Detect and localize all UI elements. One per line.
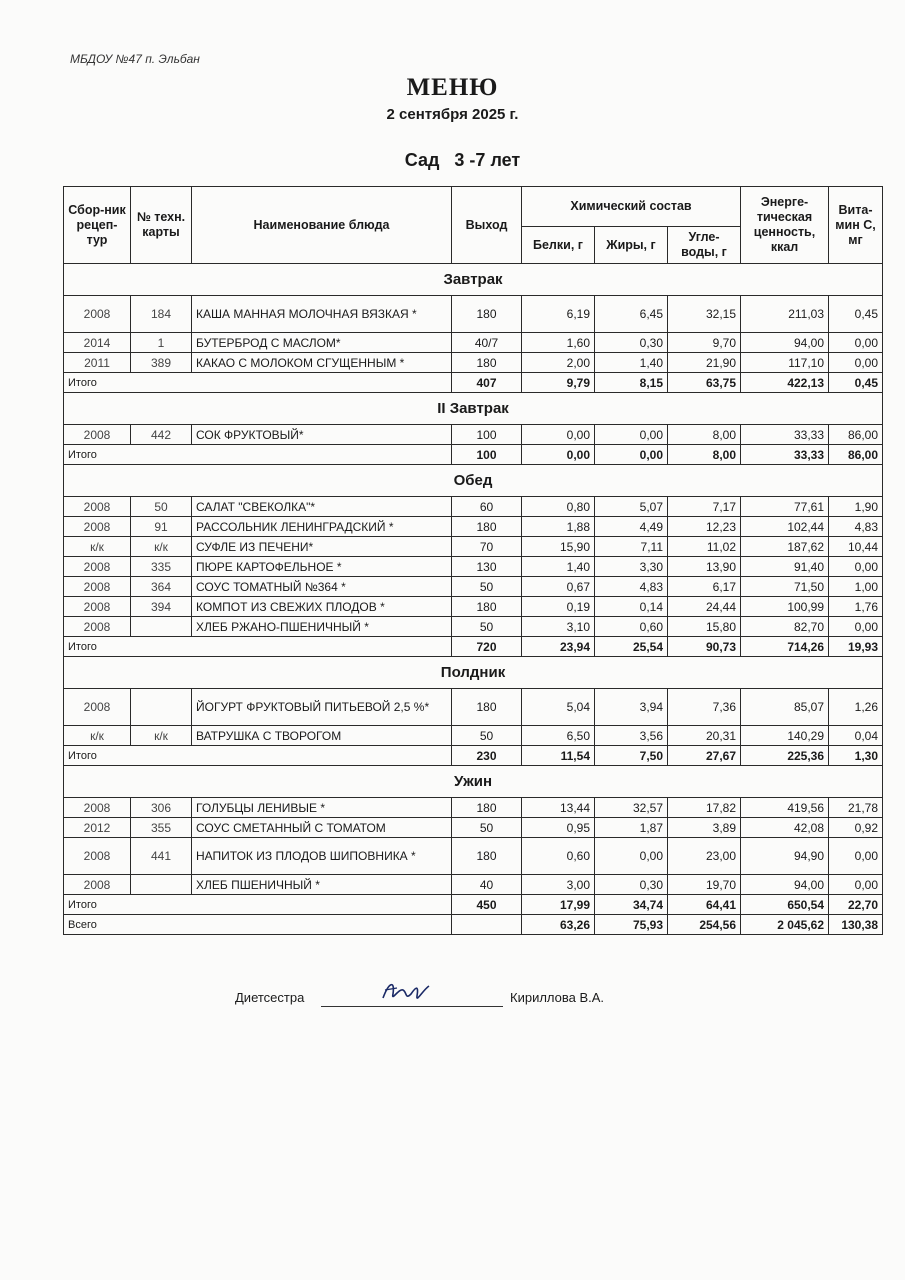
protein-cell: 3,10 [522, 617, 595, 637]
vitamin-c-cell: 0,00 [829, 333, 883, 353]
fat-cell: 6,45 [595, 296, 668, 333]
col-dish: Наименование блюда [192, 187, 452, 264]
table-row [64, 425, 883, 445]
protein-cell: 2,00 [522, 353, 595, 373]
output-cell: 180 [452, 798, 522, 818]
fat-cell: 5,07 [595, 497, 668, 517]
tech-card-cell: 389 [131, 353, 192, 373]
tech-card-cell: 91 [131, 517, 192, 537]
vitamin-c-cell: 86,00 [829, 425, 883, 445]
energy-cell: 94,00 [741, 875, 829, 895]
col-collection: Сбор-ник рецеп-тур [64, 187, 131, 264]
carbs-cell: 13,90 [668, 557, 741, 577]
tech-card-cell: 335 [131, 557, 192, 577]
protein-cell: 0,95 [522, 818, 595, 838]
energy-cell: 211,03 [741, 296, 829, 333]
carbs-cell: 8,00 [668, 425, 741, 445]
output-cell: 50 [452, 818, 522, 838]
total-protein: 0,00 [522, 445, 595, 465]
fat-cell: 3,30 [595, 557, 668, 577]
total-fat: 25,54 [595, 637, 668, 657]
total-carbs: 63,75 [668, 373, 741, 393]
total-output: 720 [452, 637, 522, 657]
carbs-cell: 9,70 [668, 333, 741, 353]
protein-cell: 1,88 [522, 517, 595, 537]
recipe-collection-cell: 2012 [64, 818, 131, 838]
protein-cell: 0,80 [522, 497, 595, 517]
energy-cell: 33,33 [741, 425, 829, 445]
section-total-row [64, 746, 883, 766]
output-cell: 180 [452, 838, 522, 875]
menu-body [64, 264, 883, 935]
fat-cell: 0,30 [595, 333, 668, 353]
grand-total-fat: 75,93 [595, 915, 668, 935]
fat-cell: 1,87 [595, 818, 668, 838]
recipe-collection-cell: 2008 [64, 425, 131, 445]
total-carbs: 27,67 [668, 746, 741, 766]
carbs-cell: 7,17 [668, 497, 741, 517]
meal-section-header [64, 657, 883, 689]
total-vitamin-c: 0,45 [829, 373, 883, 393]
carbs-cell: 19,70 [668, 875, 741, 895]
total-label: Итого [64, 637, 452, 657]
total-carbs: 90,73 [668, 637, 741, 657]
energy-cell: 419,56 [741, 798, 829, 818]
vitamin-c-cell: 0,00 [829, 353, 883, 373]
dish-name-cell: КАША МАННАЯ МОЛОЧНАЯ ВЯЗКАЯ * [192, 296, 452, 333]
energy-cell: 187,62 [741, 537, 829, 557]
energy-cell: 94,00 [741, 333, 829, 353]
tech-card-cell: 364 [131, 577, 192, 597]
dish-name-cell: СОУС ТОМАТНЫЙ №364 * [192, 577, 452, 597]
total-protein: 23,94 [522, 637, 595, 657]
energy-cell: 91,40 [741, 557, 829, 577]
table-row [64, 875, 883, 895]
grand-total-carbs: 254,56 [668, 915, 741, 935]
total-fat: 7,50 [595, 746, 668, 766]
output-cell: 180 [452, 296, 522, 333]
total-fat: 0,00 [595, 445, 668, 465]
tech-card-cell: к/к [131, 726, 192, 746]
total-carbs: 64,41 [668, 895, 741, 915]
fat-cell: 3,94 [595, 689, 668, 726]
output-cell: 180 [452, 353, 522, 373]
total-energy: 33,33 [741, 445, 829, 465]
carbs-cell: 6,17 [668, 577, 741, 597]
meal-section-header [64, 393, 883, 425]
fat-cell: 0,60 [595, 617, 668, 637]
protein-cell: 6,19 [522, 296, 595, 333]
table-row [64, 333, 883, 353]
fat-cell: 32,57 [595, 798, 668, 818]
protein-cell: 0,19 [522, 597, 595, 617]
table-row [64, 497, 883, 517]
protein-cell: 0,67 [522, 577, 595, 597]
col-carbs: Угле-воды, г [668, 227, 741, 264]
total-protein: 11,54 [522, 746, 595, 766]
output-cell: 180 [452, 689, 522, 726]
col-fat: Жиры, г [595, 227, 668, 264]
output-cell: 70 [452, 537, 522, 557]
grand-total-label: Всего [64, 915, 452, 935]
grand-total-energy: 2 045,62 [741, 915, 829, 935]
organization-name: МБДОУ №47 п. Эльбан [70, 52, 200, 66]
energy-cell: 85,07 [741, 689, 829, 726]
fat-cell: 1,40 [595, 353, 668, 373]
table-row [64, 726, 883, 746]
energy-cell: 117,10 [741, 353, 829, 373]
tech-card-cell: 1 [131, 333, 192, 353]
grand-total-output [452, 915, 522, 935]
fat-cell: 0,14 [595, 597, 668, 617]
recipe-collection-cell: 2011 [64, 353, 131, 373]
energy-cell: 42,08 [741, 818, 829, 838]
dish-name-cell: САЛАТ "СВЕКОЛКА"* [192, 497, 452, 517]
carbs-cell: 15,80 [668, 617, 741, 637]
grand-total-row [64, 915, 883, 935]
tech-card-cell: 442 [131, 425, 192, 445]
fat-cell: 0,00 [595, 425, 668, 445]
protein-cell: 0,00 [522, 425, 595, 445]
total-carbs: 8,00 [668, 445, 741, 465]
section-total-row [64, 445, 883, 465]
output-cell: 50 [452, 726, 522, 746]
meal-section-title: Ужин [64, 766, 883, 798]
carbs-cell: 23,00 [668, 838, 741, 875]
table-row [64, 353, 883, 373]
meal-section-title: Обед [64, 465, 883, 497]
vitamin-c-cell: 1,90 [829, 497, 883, 517]
vitamin-c-cell: 1,26 [829, 689, 883, 726]
dish-name-cell: ХЛЕБ ПШЕНИЧНЫЙ * [192, 875, 452, 895]
vitamin-c-cell: 0,00 [829, 875, 883, 895]
energy-cell: 94,90 [741, 838, 829, 875]
signature-person: Кириллова В.А. [510, 990, 605, 1005]
carbs-cell: 32,15 [668, 296, 741, 333]
energy-cell: 140,29 [741, 726, 829, 746]
dish-name-cell: СОК ФРУКТОВЫЙ* [192, 425, 452, 445]
output-cell: 50 [452, 617, 522, 637]
meal-section-header [64, 766, 883, 798]
protein-cell: 6,50 [522, 726, 595, 746]
total-vitamin-c: 86,00 [829, 445, 883, 465]
meal-section-title: II Завтрак [64, 393, 883, 425]
dish-name-cell: КАКАО С МОЛОКОМ СГУЩЕННЫМ * [192, 353, 452, 373]
tech-card-cell: 355 [131, 818, 192, 838]
meal-section-header [64, 465, 883, 497]
dish-name-cell: СУФЛЕ ИЗ ПЕЧЕНИ* [192, 537, 452, 557]
menu-date: 2 сентября 2025 г. [386, 106, 519, 123]
col-output: Выход [452, 187, 522, 264]
output-cell: 130 [452, 557, 522, 577]
fat-cell: 0,30 [595, 875, 668, 895]
vitamin-c-cell: 1,00 [829, 577, 883, 597]
output-cell: 180 [452, 597, 522, 617]
total-vitamin-c: 19,93 [829, 637, 883, 657]
meal-section-title: Завтрак [64, 264, 883, 296]
recipe-collection-cell: 2008 [64, 689, 131, 726]
dish-name-cell: ХЛЕБ РЖАНО-ПШЕНИЧНЫЙ * [192, 617, 452, 637]
output-cell: 60 [452, 497, 522, 517]
recipe-collection-cell: 2008 [64, 557, 131, 577]
carbs-cell: 12,23 [668, 517, 741, 537]
vitamin-c-cell: 0,00 [829, 838, 883, 875]
menu-table [63, 186, 883, 935]
table-row [64, 517, 883, 537]
table-row [64, 296, 883, 333]
total-fat: 34,74 [595, 895, 668, 915]
output-cell: 40/7 [452, 333, 522, 353]
dish-name-cell: ПЮРЕ КАРТОФЕЛЬНОЕ * [192, 557, 452, 577]
output-cell: 50 [452, 577, 522, 597]
output-cell: 100 [452, 425, 522, 445]
vitamin-c-cell: 0,00 [829, 617, 883, 637]
fat-cell: 3,56 [595, 726, 668, 746]
carbs-cell: 21,90 [668, 353, 741, 373]
vitamin-c-cell: 1,76 [829, 597, 883, 617]
total-output: 230 [452, 746, 522, 766]
table-row [64, 689, 883, 726]
recipe-collection-cell: 2014 [64, 333, 131, 353]
protein-cell: 1,60 [522, 333, 595, 353]
energy-cell: 100,99 [741, 597, 829, 617]
protein-cell: 3,00 [522, 875, 595, 895]
table-row [64, 557, 883, 577]
output-cell: 180 [452, 517, 522, 537]
total-output: 407 [452, 373, 522, 393]
recipe-collection-cell: 2008 [64, 875, 131, 895]
total-label: Итого [64, 373, 452, 393]
tech-card-cell [131, 875, 192, 895]
dish-name-cell: НАПИТОК ИЗ ПЛОДОВ ШИПОВНИКА * [192, 838, 452, 875]
section-total-row [64, 895, 883, 915]
protein-cell: 15,90 [522, 537, 595, 557]
fat-cell: 4,83 [595, 577, 668, 597]
col-card: № техн. карты [131, 187, 192, 264]
vitamin-c-cell: 0,92 [829, 818, 883, 838]
recipe-collection-cell: к/к [64, 726, 131, 746]
tech-card-cell: к/к [131, 537, 192, 557]
vitamin-c-cell: 10,44 [829, 537, 883, 557]
fat-cell: 7,11 [595, 537, 668, 557]
tech-card-cell: 184 [131, 296, 192, 333]
meal-section-header [64, 264, 883, 296]
protein-cell: 13,44 [522, 798, 595, 818]
carbs-cell: 11,02 [668, 537, 741, 557]
recipe-collection-cell: 2008 [64, 497, 131, 517]
total-energy: 650,54 [741, 895, 829, 915]
recipe-collection-cell: 2008 [64, 597, 131, 617]
energy-cell: 82,70 [741, 617, 829, 637]
grand-total-vitamin-c: 130,38 [829, 915, 883, 935]
carbs-cell: 20,31 [668, 726, 741, 746]
vitamin-c-cell: 0,00 [829, 557, 883, 577]
col-protein: Белки, г [522, 227, 595, 264]
grand-total-protein: 63,26 [522, 915, 595, 935]
table-row [64, 617, 883, 637]
protein-cell: 5,04 [522, 689, 595, 726]
dish-name-cell: ГОЛУБЦЫ ЛЕНИВЫЕ * [192, 798, 452, 818]
col-chemical-composition: Химический состав [522, 187, 741, 227]
tech-card-cell [131, 689, 192, 726]
recipe-collection-cell: 2008 [64, 617, 131, 637]
dish-name-cell: БУТЕРБРОД С МАСЛОМ* [192, 333, 452, 353]
table-row [64, 577, 883, 597]
total-energy: 422,13 [741, 373, 829, 393]
total-vitamin-c: 1,30 [829, 746, 883, 766]
handwritten-signature [375, 976, 435, 1008]
table-row [64, 798, 883, 818]
total-protein: 9,79 [522, 373, 595, 393]
vitamin-c-cell: 4,83 [829, 517, 883, 537]
protein-cell: 1,40 [522, 557, 595, 577]
total-label: Итого [64, 746, 452, 766]
col-energy: Энерге-тическая ценность, ккал [741, 187, 829, 264]
carbs-cell: 24,44 [668, 597, 741, 617]
dish-name-cell: КОМПОТ ИЗ СВЕЖИХ ПЛОДОВ * [192, 597, 452, 617]
total-label: Итого [64, 895, 452, 915]
carbs-cell: 17,82 [668, 798, 741, 818]
table-row [64, 597, 883, 617]
energy-cell: 71,50 [741, 577, 829, 597]
total-energy: 225,36 [741, 746, 829, 766]
dish-name-cell: ЙОГУРТ ФРУКТОВЫЙ ПИТЬЕВОЙ 2,5 %* [192, 689, 452, 726]
age-group: Сад 3 -7 лет [404, 150, 521, 170]
section-total-row [64, 637, 883, 657]
table-row [64, 838, 883, 875]
total-label: Итого [64, 445, 452, 465]
vitamin-c-cell: 21,78 [829, 798, 883, 818]
document-title: МЕНЮ [406, 74, 499, 101]
recipe-collection-cell: 2008 [64, 577, 131, 597]
total-output: 100 [452, 445, 522, 465]
dish-name-cell: РАССОЛЬНИК ЛЕНИНГРАДСКИЙ * [192, 517, 452, 537]
recipe-collection-cell: 2008 [64, 838, 131, 875]
recipe-collection-cell: 2008 [64, 798, 131, 818]
col-vitamin-c: Вита-мин С, мг [829, 187, 883, 264]
total-energy: 714,26 [741, 637, 829, 657]
tech-card-cell [131, 617, 192, 637]
dish-name-cell: СОУС СМЕТАННЫЙ С ТОМАТОМ [192, 818, 452, 838]
carbs-cell: 3,89 [668, 818, 741, 838]
carbs-cell: 7,36 [668, 689, 741, 726]
signature-role: Диетсестра [235, 990, 305, 1005]
tech-card-cell: 306 [131, 798, 192, 818]
tech-card-cell: 441 [131, 838, 192, 875]
vitamin-c-cell: 0,04 [829, 726, 883, 746]
total-protein: 17,99 [522, 895, 595, 915]
tech-card-cell: 50 [131, 497, 192, 517]
energy-cell: 77,61 [741, 497, 829, 517]
recipe-collection-cell: 2008 [64, 296, 131, 333]
meal-section-title: Полдник [64, 657, 883, 689]
output-cell: 40 [452, 875, 522, 895]
section-total-row [64, 373, 883, 393]
total-output: 450 [452, 895, 522, 915]
total-vitamin-c: 22,70 [829, 895, 883, 915]
table-row [64, 537, 883, 557]
dish-name-cell: ВАТРУШКА С ТВОРОГОМ [192, 726, 452, 746]
fat-cell: 0,00 [595, 838, 668, 875]
total-fat: 8,15 [595, 373, 668, 393]
energy-cell: 102,44 [741, 517, 829, 537]
table-row [64, 818, 883, 838]
vitamin-c-cell: 0,45 [829, 296, 883, 333]
recipe-collection-cell: 2008 [64, 517, 131, 537]
protein-cell: 0,60 [522, 838, 595, 875]
fat-cell: 4,49 [595, 517, 668, 537]
tech-card-cell: 394 [131, 597, 192, 617]
recipe-collection-cell: к/к [64, 537, 131, 557]
